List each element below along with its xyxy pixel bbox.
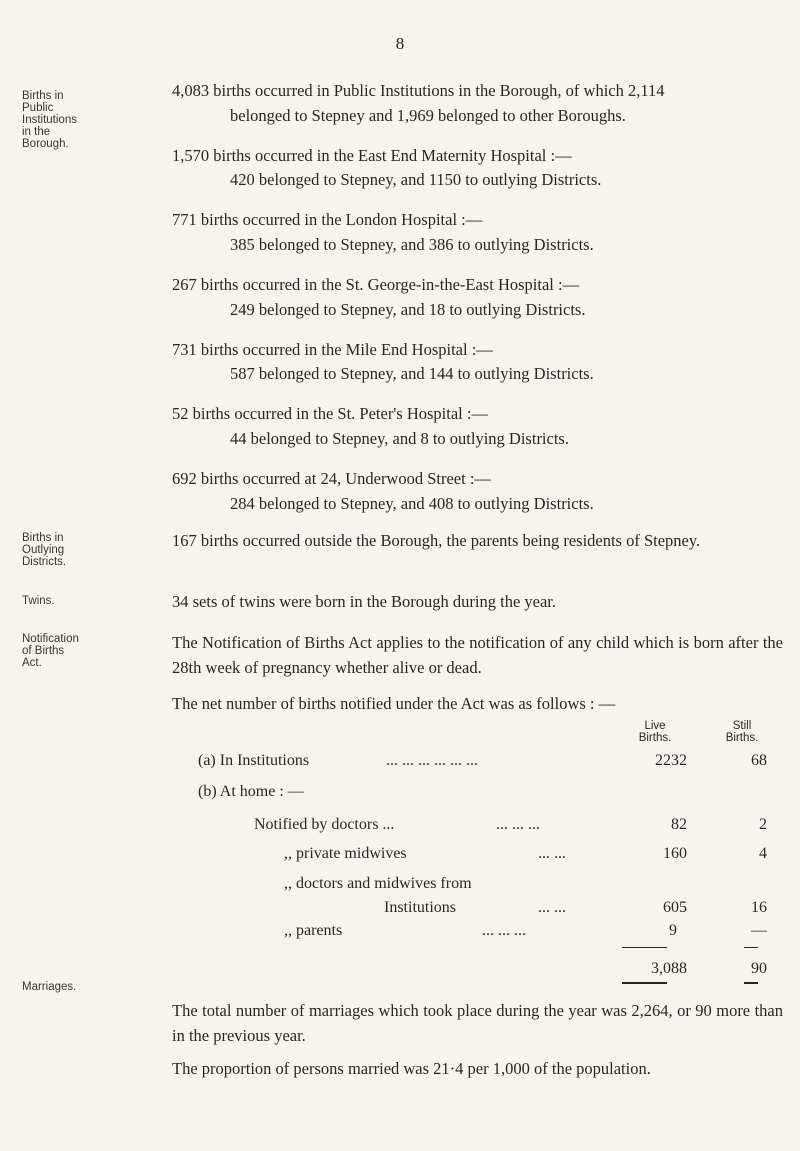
hospital-2-line-2: 385 belonged to Stepney, and 386 to outlying Districts. <box>230 235 594 254</box>
hospital-4-line-2: 587 belonged to Stepney, and 144 to outlying Districts. <box>230 364 594 383</box>
page-number: 8 <box>395 34 405 53</box>
total-live: 3,088 <box>651 960 687 977</box>
hospital-3-line-1: 267 births occurred in the St. George-in-the-East Hospital :— <box>172 275 580 294</box>
margin-note-notification: Notification of Births Act. <box>22 633 79 669</box>
column-header-live: Live Births. <box>638 720 672 744</box>
hospital-1-line-2: 420 belonged to Stepney, and 1150 to outlying Districts. <box>230 170 602 189</box>
intro-line-1: 4,083 births occurred in Public Institutions in the Borough, of which 2,114 <box>172 81 665 100</box>
outlying-paragraph: 167 births occurred outside the Borough, the parents being residents of Stepney. <box>172 531 701 550</box>
margin-note-marriages: Marriages. <box>22 981 77 993</box>
hospital-3-line-2: 249 belonged to Stepney, and 18 to outlying Districts. <box>230 300 586 319</box>
net-intro: The net number of births notified under the Act was as follows : — <box>172 694 616 713</box>
hospital-6-line-1: 692 births occurred at 24, Underwood Street :— <box>172 469 491 488</box>
notification-paragraph: The Notification of Births Act applies to the notification of any child which is born after the 28th week of pregnancy whether alive or dead. <box>172 633 783 677</box>
twins-paragraph: 34 sets of twins were born in the Borough during the year. <box>172 592 557 611</box>
hospital-1-line-1: 1,570 births occurred in the East End Maternity Hospital :— <box>172 146 572 165</box>
margin-note-births-public: Births in Public Institutions in the Borough. <box>22 90 77 150</box>
hospital-6-line-2: 284 belonged to Stepney, and 408 to outlying Districts. <box>230 494 594 513</box>
total-still: 90 <box>751 960 767 977</box>
column-header-still: Still Births. <box>725 720 759 744</box>
document-page: 8 Births in Public Institutions in the Borough. Births in Outlying Districts. Twins. Notification of Births Act. Marriages. 4,083 births occurred in Public Institutions in the Borough, of which 2,114 belonged to Stepney and 1,969 belonged to other Boroughs. 1,570 births occurred in the East End Maternity Hospital :— 420 belonged to Stepney, and 1150 to outlying Districts. 771 births occurred in the London Hospital :— 385 belonged to Stepney, and 386 to outlying Districts. 267 births occurred in the St. George-in-the-East Hospital :— 249 belonged to Stepney, and 18 to outlying Districts. 731 births occurred in the Mile End Hospital :— 587 belonged to Stepney, and 144 to outlying Districts. 52 births occurred in the St. Peter's Hospital :— 44 belonged to Stepney, and 8 to outlying Districts. 692 births occurred at 24, Underwood Street :— 284 belonged to Stepney, and 408 to outlying Districts. 167 births occurred outside the Borough, the parents being residents of Stepney. 34 sets of twins were born in the Borough during the year. The Notification of Births Act applies to the notification of any child which is born after the 28th week of pregnancy whether alive or dead. The net number of births notified under the Act was as follows : — Live Births. Still Births. (a) In Institutions ... ... ... ... ... ... 2232 68 (b) At home : — Notified by doctors ... ... ... ... 82 2 ,, private midwives ... ... 160 4 ,, doctors and midwives from Institutions ... ... 605 16 ,, parents ... ... ... 9 — 3,088 90 The total number of marriages which took place during the year was 2,264, or 90 more than in the previous year. The proportion of persons married was 21·4 per 1,000 of the population. <box>0 0 800 1151</box>
total-rule-still <box>744 982 758 984</box>
margin-note-twins: Twins. <box>22 595 55 607</box>
hospital-5-line-1: 52 births occurred in the St. Peter's Hospital :— <box>172 404 488 423</box>
hospital-2-line-1: 771 births occurred in the London Hospital :— <box>172 210 483 229</box>
hospital-5-line-2: 44 belonged to Stepney, and 8 to outlying Districts. <box>230 429 569 448</box>
intro-line-2: belonged to Stepney and 1,969 belonged to other Boroughs. <box>230 106 626 125</box>
total-rule-live <box>622 982 667 984</box>
margin-note-births-outlying: Births in Outlying Districts. <box>22 532 67 568</box>
subtotal-rule-still <box>744 947 758 948</box>
hospital-4-line-1: 731 births occurred in the Mile End Hospital :— <box>172 340 493 359</box>
marriages-paragraph: The total number of marriages which took place during the year was 2,264, or 90 more than in the previous year. <box>172 1001 783 1045</box>
proportion-paragraph: The proportion of persons married was 21·4 per 1,000 of the population. <box>172 1059 651 1078</box>
subtotal-rule-live <box>622 947 667 948</box>
